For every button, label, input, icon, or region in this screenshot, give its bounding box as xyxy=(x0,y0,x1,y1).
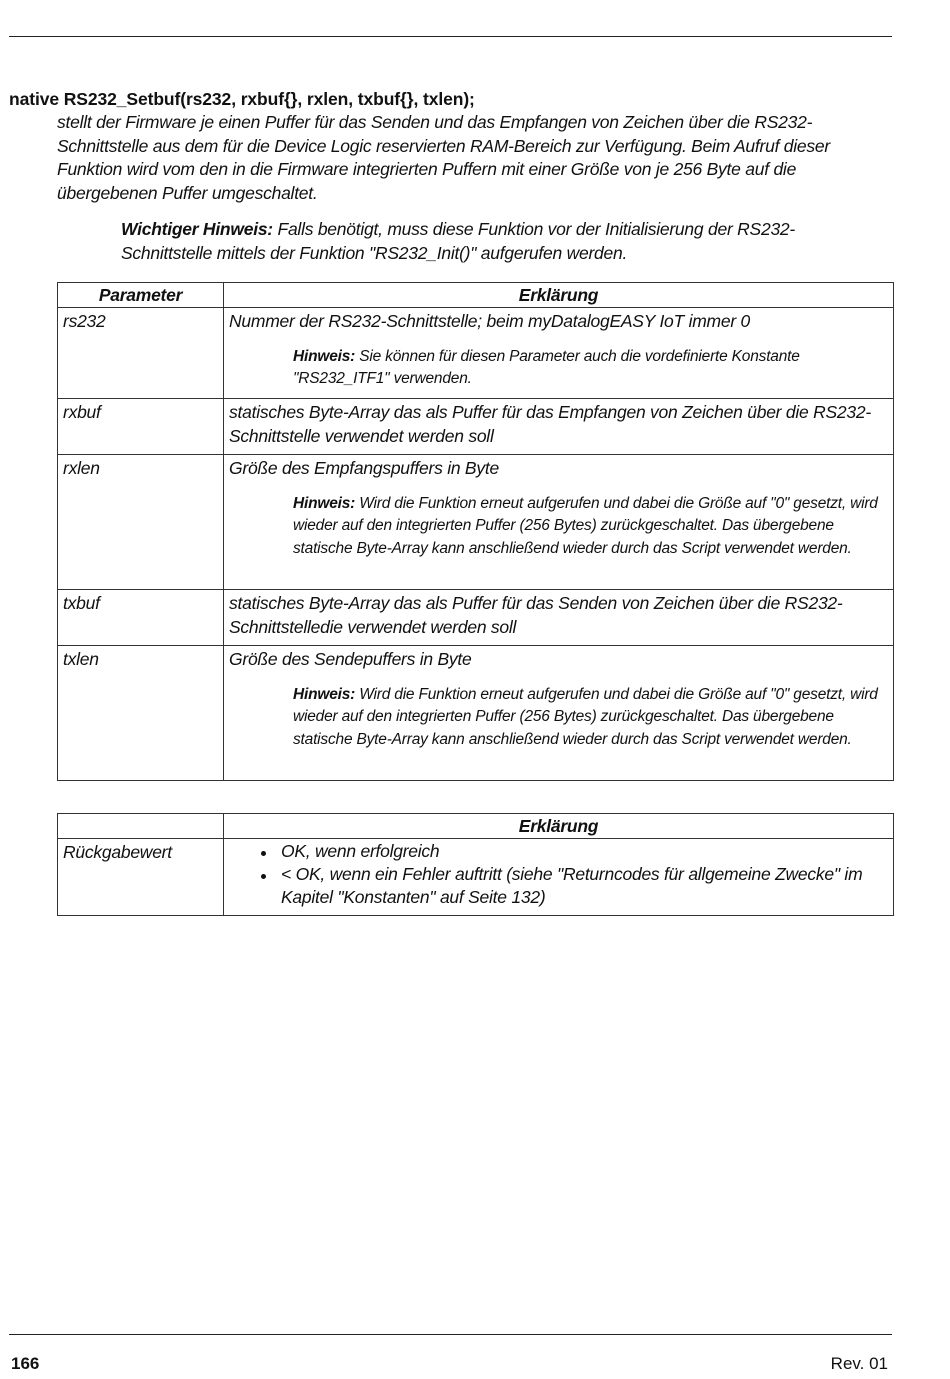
revision-label: Rev. 01 xyxy=(830,1354,888,1373)
table-row xyxy=(58,455,894,590)
important-note-text: Falls benötigt, muss diese Funktion vor der Initialisierung der RS232-Schnittstelle mittels der Funktion "RS232_Init()" aufgerufen werden. xyxy=(121,219,795,263)
param-explanation xyxy=(224,308,894,399)
table-row xyxy=(58,399,894,455)
param-desc: statisches Byte-Array das als Puffer für das Empfangen von Zeichen über die RS232-Schnittstelle verwendet werden soll xyxy=(229,402,871,446)
table-row xyxy=(58,308,894,399)
return-explanation xyxy=(224,839,894,916)
important-note-label: Wichtiger Hinweis: xyxy=(121,219,273,239)
hint-label: Hinweis: xyxy=(293,347,356,365)
param-name: txlen xyxy=(58,646,224,781)
param-explanation xyxy=(224,646,894,781)
table-row xyxy=(58,646,894,781)
param-desc: Nummer der RS232-Schnittstelle; beim myDatalogEASY IoT immer 0 xyxy=(229,311,751,331)
list-item: OK, wenn erfolgreich xyxy=(281,840,889,863)
function-description: stellt der Firmware je einen Puffer für das Senden und das Empfangen von Zeichen über die RS232-Schnittstelle aus dem für die Device Logic reservierten RAM-Bereich zur Verfügung. Beim Aufruf dieser Funktion wird vom den in die Firmware integrierten Puffern mit einer Größe von je 256 Byte auf die übergebenen Puffer umgeschaltet. xyxy=(57,112,830,203)
param-name: rxlen xyxy=(58,455,224,590)
important-note xyxy=(121,218,881,265)
function-signature: native RS232_Setbuf(rs232, rxbuf{}, rxlen, txbuf{}, txlen); xyxy=(9,89,475,109)
param-explanation xyxy=(224,455,894,590)
list-item: < OK, wenn ein Fehler auftritt (siehe "Returncodes für allgemeine Zwecke" im Kapitel "Konstanten" auf Seite 132) xyxy=(281,863,889,909)
table-header-row xyxy=(58,814,894,839)
param-hint xyxy=(293,684,889,752)
param-desc: Größe des Empfangspuffers in Byte xyxy=(229,458,499,478)
page-number: 166 xyxy=(11,1354,40,1373)
header-rule xyxy=(9,36,892,37)
param-hint xyxy=(293,493,889,561)
param-explanation xyxy=(224,399,894,455)
hint-label: Hinweis: xyxy=(293,685,356,703)
column-header-empty xyxy=(58,814,224,839)
param-name: rxbuf xyxy=(58,399,224,455)
hint-text: Sie können für diesen Parameter auch die vordefinierte Konstante "RS232_ITF1" verwenden. xyxy=(293,347,800,387)
param-name: txbuf xyxy=(58,590,224,646)
table-header-row xyxy=(58,283,894,308)
column-header-parameter: Parameter xyxy=(58,283,224,308)
hint-text: Wird die Funktion erneut aufgerufen und dabei die Größe auf "0" gesetzt, wird wieder auf den integrierten Puffer (256 Bytes) zurückgeschaltet. Das übergebene statische Byte-Array kann anschließend wieder durch das Script verwendet werden. xyxy=(293,685,878,748)
return-list xyxy=(229,840,889,909)
column-header-explanation: Erklärung xyxy=(224,283,894,308)
column-header-explanation: Erklärung xyxy=(224,814,894,839)
table-row xyxy=(58,590,894,646)
return-table xyxy=(57,813,894,916)
param-name: rs232 xyxy=(58,308,224,399)
footer-rule xyxy=(9,1334,892,1335)
param-explanation xyxy=(224,590,894,646)
param-desc: statisches Byte-Array das als Puffer für das Senden von Zeichen über die RS232-Schnittstelledie verwendet werden soll xyxy=(229,593,843,637)
return-label: Rückgabewert xyxy=(58,839,224,916)
hint-label: Hinweis: xyxy=(293,494,356,512)
hint-text: Wird die Funktion erneut aufgerufen und dabei die Größe auf "0" gesetzt, wird wieder auf den integrierten Puffer (256 Bytes) zurückgeschaltet. Das übergebene statische Byte-Array kann anschließend wieder durch das Script verwendet werden. xyxy=(293,494,878,557)
param-hint xyxy=(293,346,889,391)
param-desc: Größe des Sendepuffers in Byte xyxy=(229,649,472,669)
parameter-table xyxy=(57,282,894,781)
table-row xyxy=(58,839,894,916)
